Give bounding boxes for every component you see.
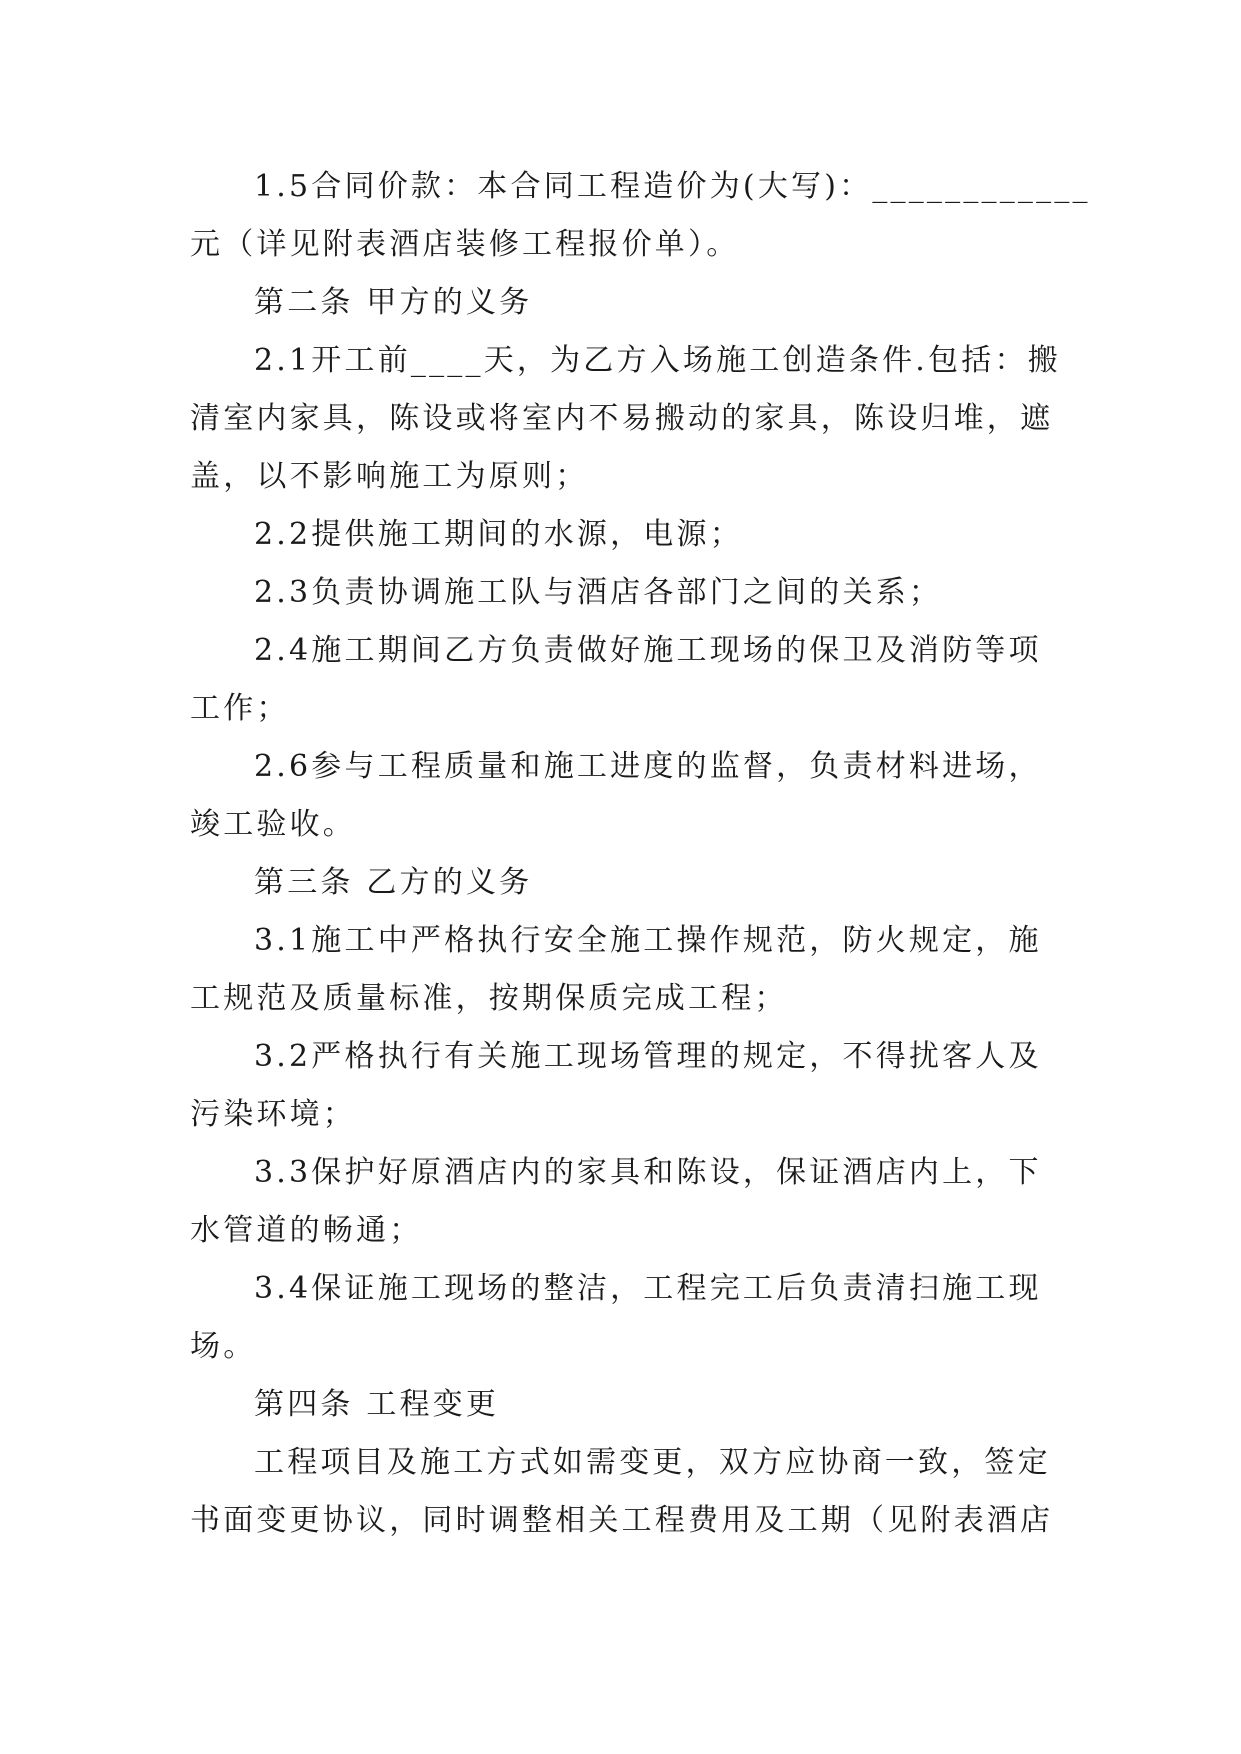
section-heading: 第三条 乙方的义务: [254, 865, 533, 900]
text-line: 竣工验收。: [190, 807, 356, 842]
section-heading: 第二条 甲方的义务: [254, 285, 533, 320]
text-line: 2.4施工期间乙方负责做好施工现场的保卫及消防等项: [254, 633, 1042, 668]
text-line: 3.1施工中严格执行安全施工操作规范，防火规定，施: [254, 923, 1042, 958]
text-line: 3.2严格执行有关施工现场管理的规定，不得扰客人及: [254, 1039, 1042, 1074]
text-line: 2.1开工前____天，为乙方入场施工创造条件.包括：搬: [254, 343, 1061, 378]
text-line: 工规范及质量标准，按期保质完成工程；: [190, 981, 788, 1016]
text-line: 2.3负责协调施工队与酒店各部门之间的关系；: [254, 575, 943, 610]
document-page: [190, 158, 1091, 1550]
text-line: 盖，以不影响施工为原则；: [190, 459, 589, 494]
text-line: 污染环境；: [190, 1097, 356, 1132]
text-line: 2.2提供施工期间的水源，电源；: [254, 517, 743, 552]
text-line: 2.6参与工程质量和施工进度的监督，负责材料进场，: [254, 749, 1042, 784]
section-heading: 第四条 工程变更: [254, 1387, 500, 1422]
text-line: 工程项目及施工方式如需变更，双方应协商一致，签定: [254, 1445, 1051, 1480]
text-line: 1.5合同价款：本合同工程造价为(大写)：____________: [254, 169, 1091, 204]
text-line: 3.3保护好原酒店内的家具和陈设，保证酒店内上，下: [254, 1155, 1042, 1190]
text-line: 元（详见附表酒店装修工程报价单）。: [190, 227, 740, 262]
text-line: 水管道的畅通；: [190, 1213, 423, 1248]
text-line: 清室内家具，陈设或将室内不易搬动的家具，陈设归堆，遮: [190, 401, 1054, 436]
text-line: 工作；: [190, 691, 290, 726]
text-line: 场。: [190, 1329, 257, 1364]
text-line: 书面变更协议，同时调整相关工程费用及工期（见附表酒店: [190, 1503, 1054, 1538]
text-line: 3.4保证施工现场的整洁，工程完工后负责清扫施工现: [254, 1271, 1042, 1306]
